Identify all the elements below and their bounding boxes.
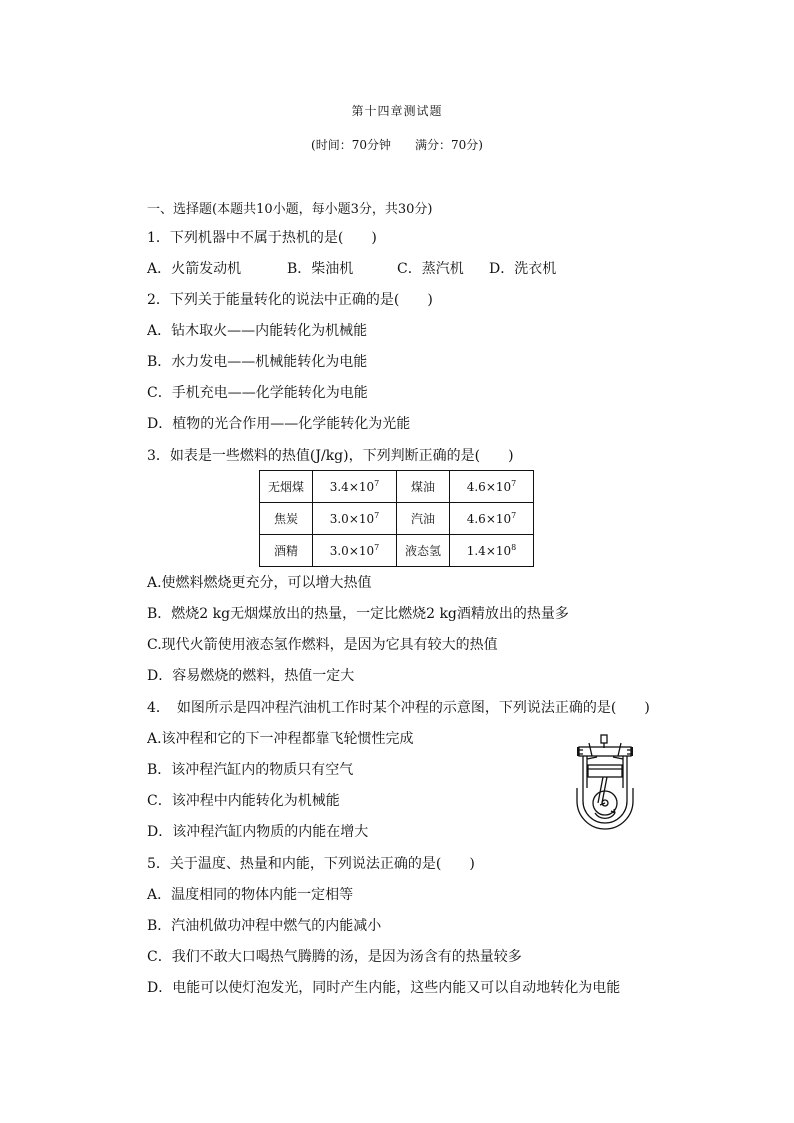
table-row xyxy=(260,503,534,535)
option-d: D．洗衣机 xyxy=(489,261,557,277)
option-b: B．柴油机 xyxy=(287,261,354,277)
option-d: D．容易燃烧的燃料，热值一定大 xyxy=(147,668,355,684)
page-title: 第十四章测试题 xyxy=(351,104,443,118)
intake-valve xyxy=(589,743,592,756)
table-row xyxy=(260,471,534,503)
option-d: D．电能可以使灯泡发光，同时产生内能，这些内能又可以自动地转化为电能 xyxy=(147,980,621,996)
section-heading: 一、选择题(本题共10小题，每小题3分，共30分) xyxy=(147,202,433,217)
piston xyxy=(588,765,622,777)
heat-value: $4.6\times 10^7$ xyxy=(450,503,534,535)
fuel-name: 酒精 xyxy=(260,535,313,567)
option-a: A.使燃料燃烧更充分，可以增大热值 xyxy=(147,575,372,591)
option-a: A．钻木取火——内能转化为机械能 xyxy=(147,323,368,339)
option-d: D．该冲程汽缸内物质的内能在增大 xyxy=(147,824,369,840)
heat-value: $4.6\times 10^7$ xyxy=(450,471,534,503)
option-b: B．燃烧2 kg无烟煤放出的热量，一定比燃烧2 kg酒精放出的热量多 xyxy=(147,606,569,622)
fuel-name: 煤油 xyxy=(397,471,450,503)
option-c: C．蒸汽机 xyxy=(397,261,464,277)
option-a: A．温度相同的物体内能一定相等 xyxy=(147,887,354,903)
table-row xyxy=(260,535,534,567)
question-2-stem: 2．下列关于能量转化的说法中正确的是( ) xyxy=(147,292,433,308)
option-c: C．我们不敢大口喝热气腾腾的汤，是因为汤含有的热量较多 xyxy=(147,949,522,965)
heat-value: $3.0\times 10^7$ xyxy=(313,503,397,535)
exhaust-valve xyxy=(618,743,621,756)
spark-plug xyxy=(601,735,607,743)
heat-value: $1.4\times 10^8$ xyxy=(450,535,534,567)
fuel-name: 无烟煤 xyxy=(260,471,313,503)
question-5-stem: 5．关于温度、热量和内能，下列说法正确的是( ) xyxy=(147,856,475,872)
option-c: C.现代火箭使用液态氢作燃料，是因为它具有较大的热值 xyxy=(147,637,498,653)
intake-valve-head xyxy=(587,757,597,759)
question-3-stem: 3．如表是一些燃料的热值(J/kg)，下列判断正确的是( ) xyxy=(147,448,514,464)
option-a: A.该冲程和它的下一冲程都靠飞轮惯性完成 xyxy=(147,731,414,747)
heat-value: $3.0\times 10^7$ xyxy=(313,535,397,567)
question-1-options xyxy=(147,261,556,277)
option-c: C．手机充电——化学能转化为电能 xyxy=(147,385,368,401)
option-b: B．汽油机做功冲程中燃气的内能减小 xyxy=(147,918,382,934)
option-b: B．该冲程汽缸内的物质只有空气 xyxy=(147,762,354,778)
engine-cylinder-diagram xyxy=(573,733,637,831)
exam-info: (时间：70分钟 满分：70分) xyxy=(311,138,483,152)
heat-value: $3.4\times 10^7$ xyxy=(313,471,397,503)
option-d: D．植物的光合作用——化学能转化为光能 xyxy=(147,416,411,432)
fuel-name: 汽油 xyxy=(397,503,450,535)
question-4-stem: 4． 如图所示是四冲程汽油机工作时某个冲程的示意图，下列说法正确的是( ) xyxy=(147,700,650,716)
question-1-stem: 1．下列机器中不属于热机的是( ) xyxy=(147,230,377,246)
fuel-name: 焦炭 xyxy=(260,503,313,535)
fuel-heat-value-table xyxy=(259,470,534,567)
fuel-name: 液态氢 xyxy=(397,535,450,567)
option-c: C．该冲程中内能转化为机械能 xyxy=(147,793,340,809)
option-a: A．火箭发动机 xyxy=(147,261,242,277)
option-b: B．水力发电——机械能转化为电能 xyxy=(147,354,368,370)
